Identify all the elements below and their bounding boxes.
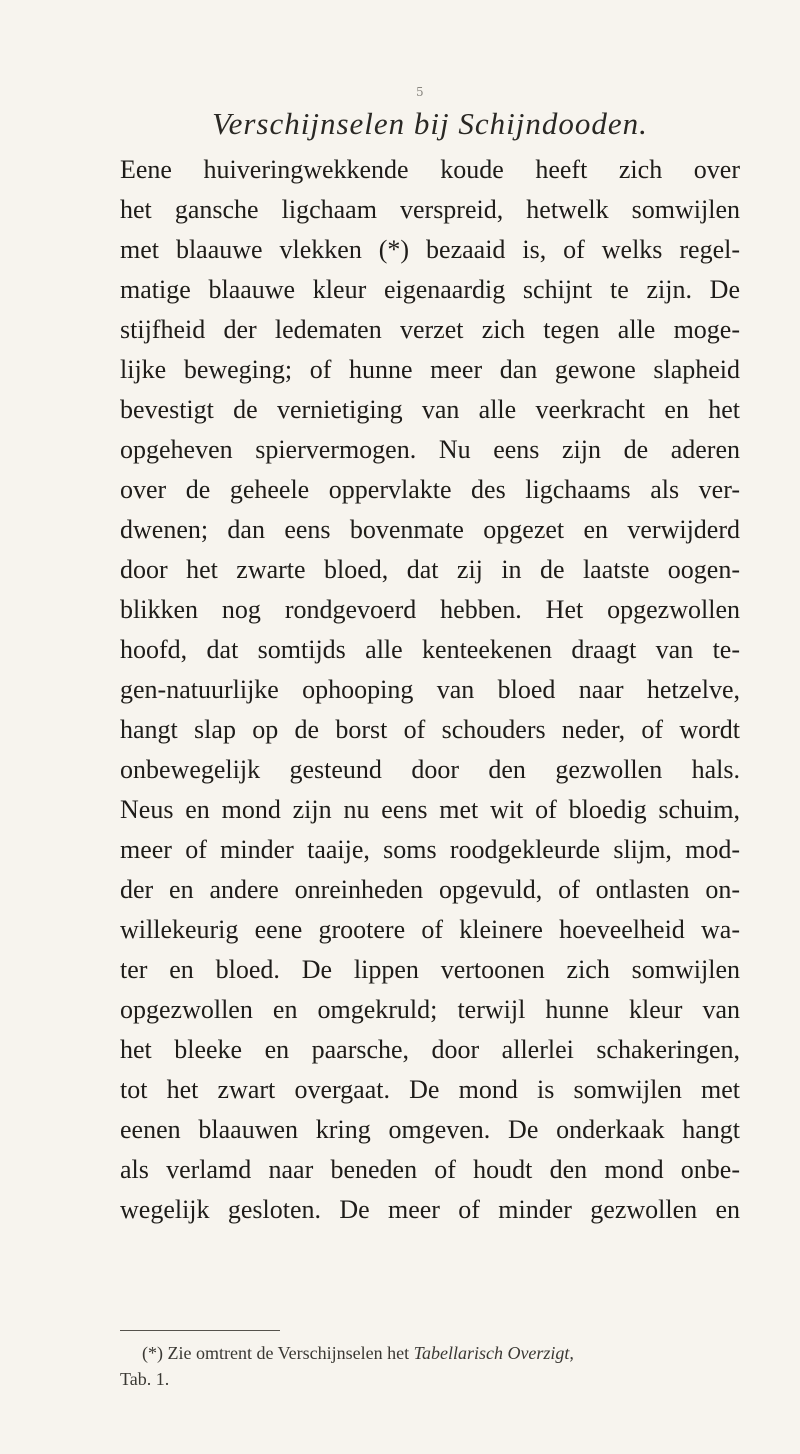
page-number: 5: [416, 85, 424, 99]
footnote: [120, 1340, 740, 1392]
footnote-italic-reference: Tabellarisch Overzigt,: [413, 1343, 574, 1363]
text-line: onbewegelijk gesteund door den gezwollen hals.: [120, 755, 740, 784]
text-line: matige blaauwe kleur eigenaardig schijnt te zijn. De: [120, 275, 740, 304]
text-line: opgezwollen en omgekruld; terwijl hunne kleur van: [120, 995, 740, 1024]
text-line: hoofd, dat somtijds alle kenteekenen draagt van te-: [120, 635, 740, 664]
text-line: stijfheid der ledematen verzet zich tegen alle moge-: [120, 315, 740, 344]
text-line: over de geheele oppervlakte des ligchaams als ver-: [120, 475, 740, 504]
text-line: hangt slap op de borst of schouders neder, of wordt: [120, 715, 740, 744]
text-line: opgeheven spiervermogen. Nu eens zijn de aderen: [120, 435, 740, 464]
footnote-divider: [120, 1330, 280, 1331]
text-line: eenen blaauwen kring omgeven. De onderkaak hangt: [120, 1115, 740, 1144]
body-paragraph: [120, 150, 740, 1230]
text-line: lijke beweging; of hunne meer dan gewone slapheid: [120, 355, 740, 384]
text-line: der en andere onreinheden opgevuld, of ontlasten on-: [120, 875, 740, 904]
text-line: meer of minder taaije, soms roodgekleurde slijm, mod-: [120, 835, 740, 864]
text-line: ter en bloed. De lippen vertoonen zich somwijlen: [120, 955, 740, 984]
footnote-line: Tab. 1.: [120, 1369, 170, 1389]
text-line: blikken nog rondgevoerd hebben. Het opgezwollen: [120, 595, 740, 624]
page-heading: Verschijnselen bij Schijndooden.: [212, 106, 648, 141]
text-line: het bleeke en paarsche, door allerlei schakeringen,: [120, 1035, 740, 1064]
text-line: willekeurig eene grootere of kleinere hoeveelheid wa-: [120, 915, 740, 944]
text-line: het gansche ligchaam verspreid, hetwelk somwijlen: [120, 195, 740, 224]
text-line: Neus en mond zijn nu eens met wit of bloedig schuim,: [120, 795, 740, 824]
footnote-line: [120, 1340, 740, 1366]
text-line: door het zwarte bloed, dat zij in de laatste oogen-: [120, 555, 740, 584]
text-line: bevestigt de vernietiging van alle veerkracht en het: [120, 395, 740, 424]
footnote-text: (*) Zie omtrent de Verschijnselen het: [142, 1343, 414, 1363]
text-line: tot het zwart overgaat. De mond is somwijlen met: [120, 1075, 740, 1104]
text-line: met blaauwe vlekken (*) bezaaid is, of welks regel-: [120, 235, 740, 264]
text-line: als verlamd naar beneden of houdt den mond onbe-: [120, 1155, 740, 1184]
text-line: Eene huiveringwekkende koude heeft zich over: [120, 155, 740, 184]
text-line: gen-natuurlijke ophooping van bloed naar hetzelve,: [120, 675, 740, 704]
text-line: dwenen; dan eens bovenmate opgezet en verwijderd: [120, 515, 740, 544]
text-line: wegelijk gesloten. De meer of minder gezwollen en: [120, 1195, 740, 1224]
